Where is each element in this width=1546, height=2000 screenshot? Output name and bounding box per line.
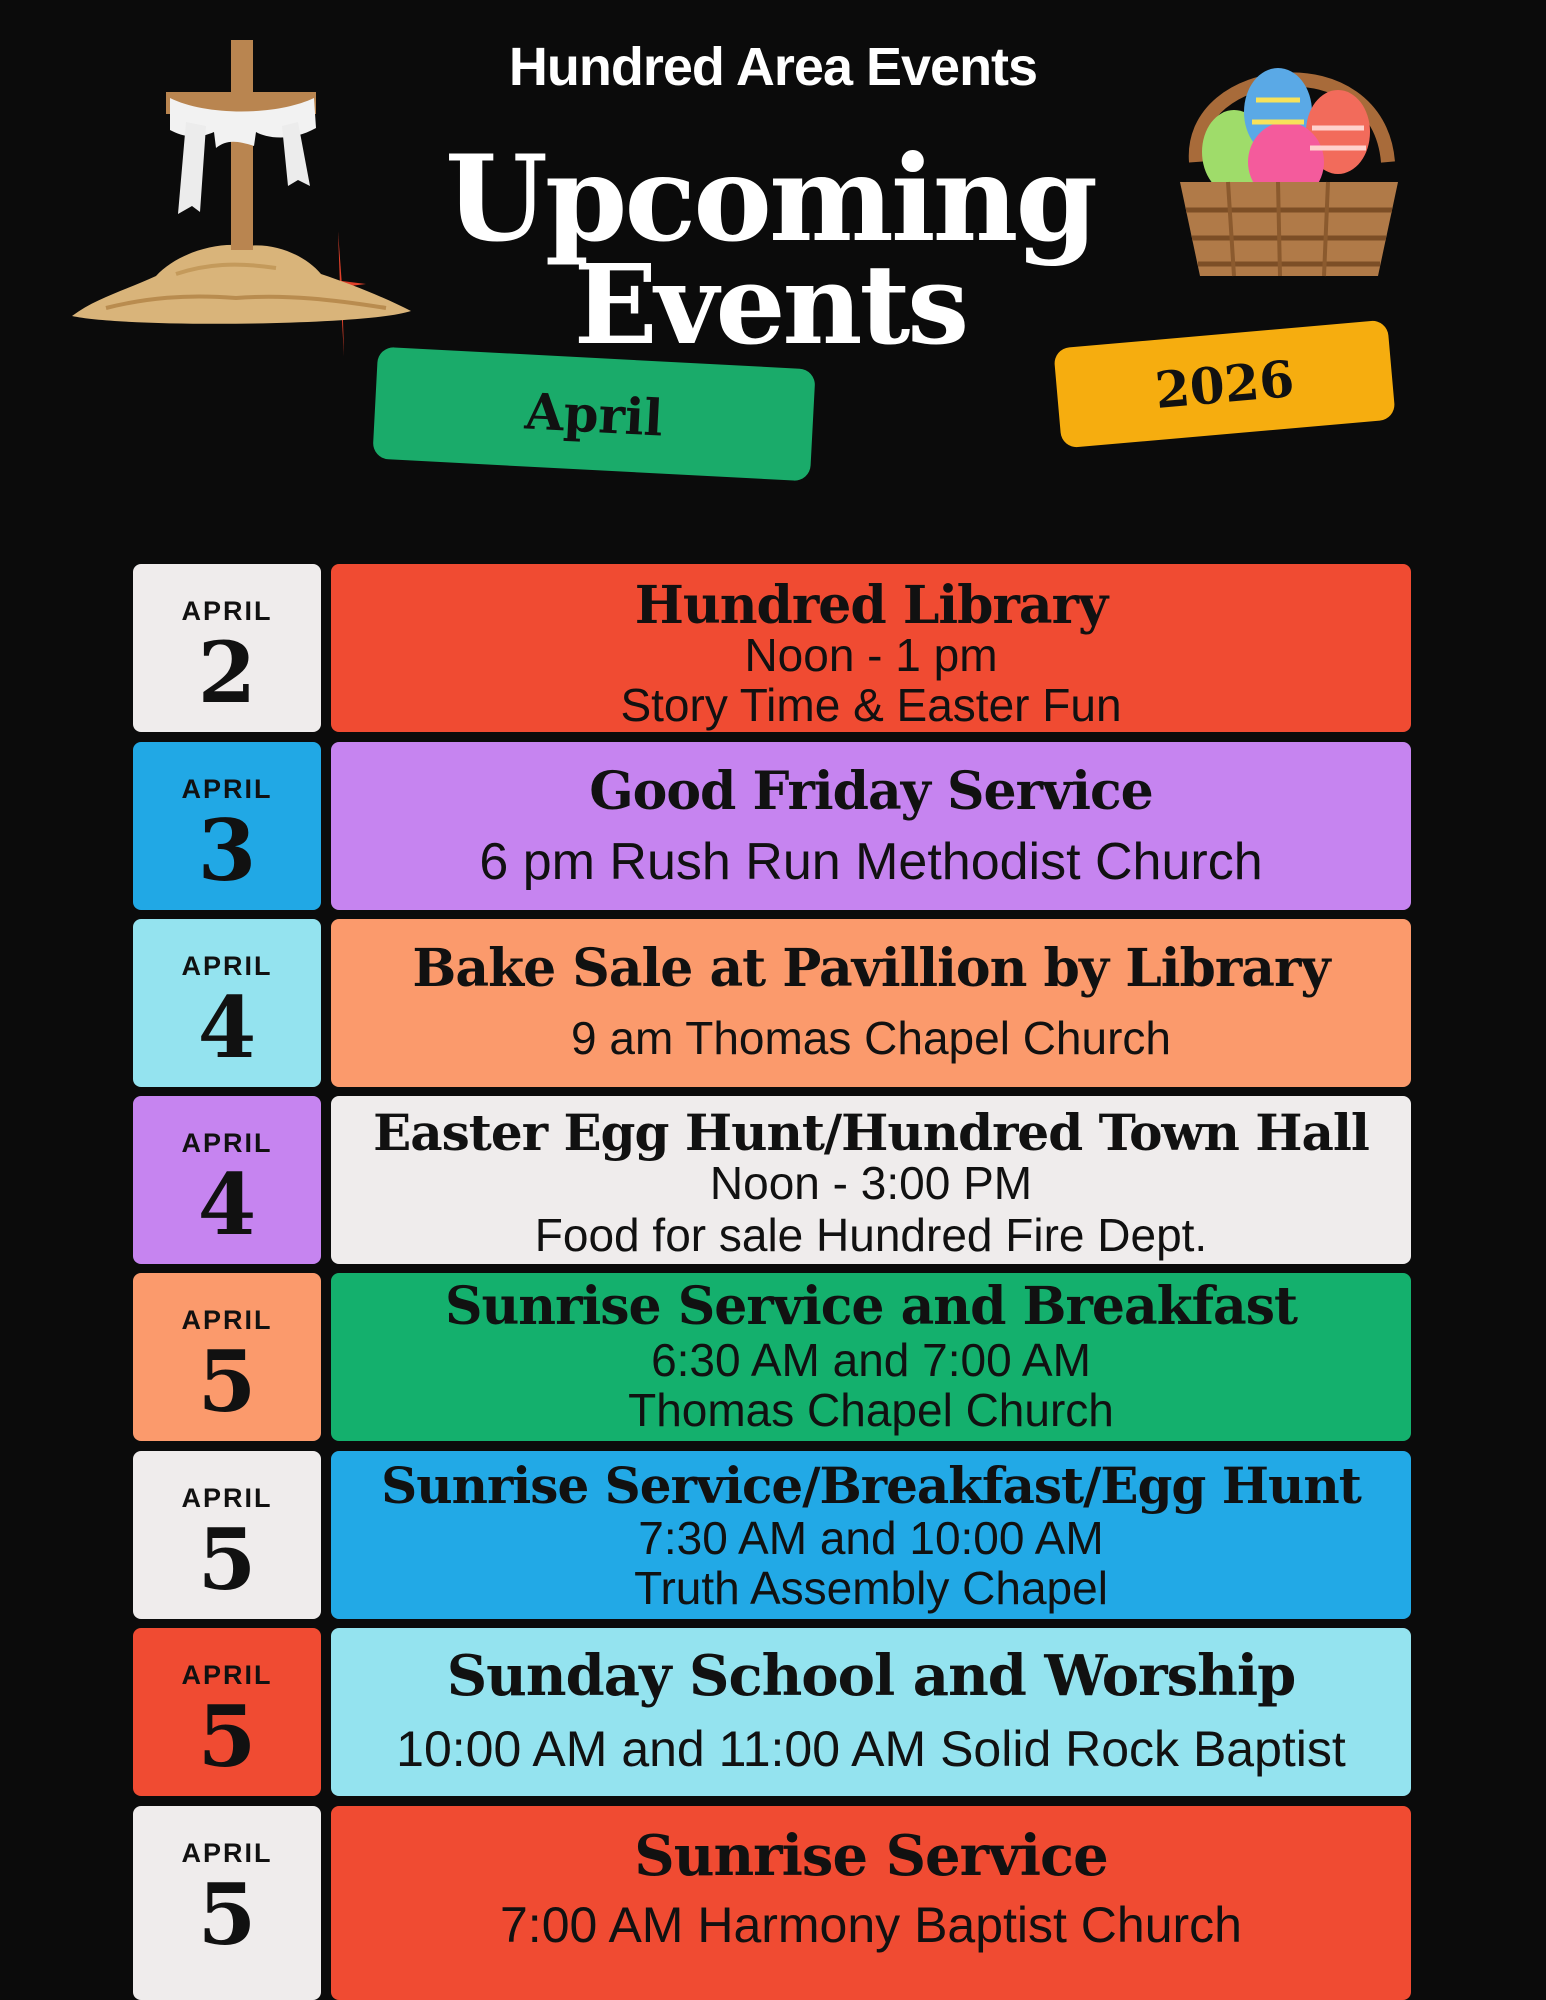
event-line: 6 pm Rush Run Methodist Church: [479, 833, 1263, 891]
page-title-line1: Upcoming: [445, 129, 1095, 268]
event-title: Bake Sale at Pavillion by Library: [412, 938, 1330, 999]
date-day: 5: [197, 1510, 257, 1609]
event-details: [331, 1273, 1411, 1441]
month-badge: April: [372, 347, 815, 482]
header-kicker: Hundred Area Events: [508, 37, 1038, 97]
date-month: APRIL: [181, 1838, 273, 1868]
event-row: [133, 919, 1411, 1087]
date-month: APRIL: [181, 1305, 273, 1335]
event-details: [331, 1096, 1411, 1264]
event-line: 10:00 AM and 11:00 AM Solid Rock Baptist: [396, 1721, 1346, 1777]
event-line: Truth Assembly Chapel: [634, 1562, 1108, 1614]
date-month: APRIL: [181, 951, 273, 981]
event-line: 9 am Thomas Chapel Church: [571, 1012, 1171, 1064]
cross-with-shroud-icon: [66, 36, 416, 386]
event-line: 7:30 AM and 10:00 AM: [638, 1512, 1104, 1564]
event-details: [331, 1806, 1411, 2000]
event-line: Thomas Chapel Church: [628, 1384, 1114, 1436]
date-badge: [133, 564, 321, 732]
date-badge: [133, 742, 321, 910]
date-month: APRIL: [181, 1128, 273, 1158]
page-title-line2: Events: [573, 240, 967, 369]
event-details: [331, 1451, 1411, 1619]
event-title: Good Friday Service: [589, 761, 1153, 822]
year-badge: 2026: [1053, 320, 1395, 449]
date-badge: [133, 1806, 321, 2000]
event-title: Sunrise Service: [634, 1823, 1108, 1889]
event-title: Sunday School and Worship: [446, 1643, 1296, 1709]
event-line: Noon - 1 pm: [744, 629, 998, 681]
date-day: 5: [197, 1687, 257, 1786]
event-row: [133, 1273, 1411, 1441]
event-row: [133, 1451, 1411, 1619]
date-day: 5: [197, 1865, 257, 1964]
date-day: 2: [197, 623, 257, 722]
event-row: [133, 742, 1411, 910]
date-month: APRIL: [181, 774, 273, 804]
date-badge: [133, 1628, 321, 1796]
event-row: [133, 1628, 1411, 1796]
event-title: Easter Egg Hunt/Hundred Town Hall: [373, 1103, 1369, 1162]
date-day: 4: [197, 978, 257, 1077]
date-badge: [133, 919, 321, 1087]
event-details: [331, 564, 1411, 732]
event-title: Hundred Library: [634, 575, 1108, 636]
event-title: Sunrise Service and Breakfast: [444, 1276, 1298, 1337]
date-badge: [133, 1096, 321, 1264]
event-line: Story Time & Easter Fun: [620, 679, 1122, 731]
event-line: Food for sale Hundred Fire Dept.: [534, 1209, 1208, 1261]
date-badge: [133, 1451, 321, 1619]
event-line: 6:30 AM and 7:00 AM: [651, 1334, 1091, 1386]
date-day: 5: [197, 1332, 257, 1431]
date-badge: [133, 1273, 321, 1441]
event-line: 7:00 AM Harmony Baptist Church: [500, 1897, 1242, 1953]
event-row: [133, 1806, 1411, 2000]
event-line: Noon - 3:00 PM: [709, 1157, 1033, 1209]
date-month: APRIL: [181, 1483, 273, 1513]
date-day: 3: [197, 801, 257, 900]
date-month: APRIL: [181, 596, 273, 626]
event-row: [133, 564, 1411, 732]
event-details: [331, 742, 1411, 910]
event-title: Sunrise Service/Breakfast/Egg Hunt: [381, 1456, 1361, 1515]
date-day: 4: [197, 1155, 257, 1254]
date-month: APRIL: [181, 1660, 273, 1690]
event-details: [331, 919, 1411, 1087]
event-row: [133, 1096, 1411, 1264]
event-details: [331, 1628, 1411, 1796]
easter-egg-basket-icon: [1178, 32, 1400, 278]
